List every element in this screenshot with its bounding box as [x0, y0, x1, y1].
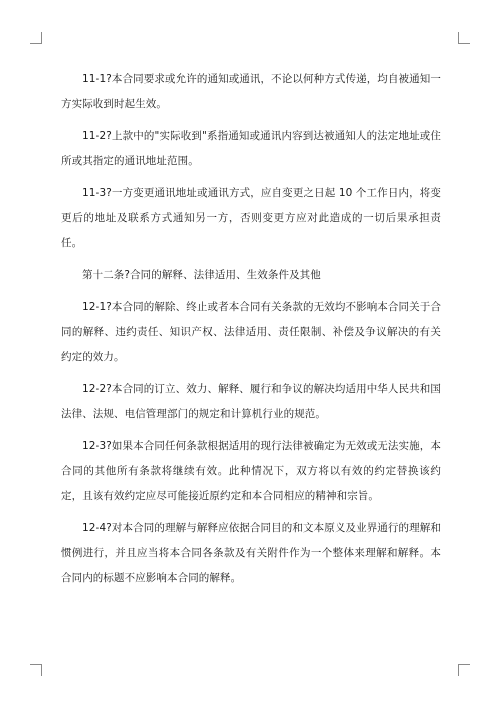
corner-mark-top-left: [30, 32, 42, 44]
corner-mark-bottom-left: [30, 664, 42, 676]
clause-11-2: 11-2?上款中的"实际收到"系指通知或通讯内容到达被通知人的法定地址或住所或其指定的通讯地址范围。: [61, 130, 441, 167]
clause-12-1: 12-1?本合同的解除、终止或者本合同有关条款的无效均不影响本合同关于合同的解释、违约责任、知识产权、法律适用、责任限制、补偿及争议解决的有关约定的效力。: [61, 301, 441, 363]
document-body: [61, 67, 441, 598]
clause-11-3: 11-3?一方变更通讯地址或通讯方式，应自变更之日起 10 个工作日内，将变更后的地址及联系方式通知另一方，否则变更方应对此造成的一切后果承担责任。: [61, 187, 441, 249]
article-12-heading: 第十二条?合同的解释、法律适用、生效条件及其他: [82, 269, 321, 281]
clause-12-3: 12-3?如果本合同任何条款根据适用的现行法律被确定为无效或无法实施，本合同的其他所有条款将继续有效。此种情况下，双方将以有效的约定替换该约定，且该有效约定应尽可能接近原约定和本合同相应的精神和宗旨。: [61, 440, 441, 502]
corner-mark-bottom-right: [458, 664, 470, 676]
clause-12-4: 12-4?对本合同的理解与解释应依据合同目的和文本原义及业界通行的理解和惯例进行，并且应当将本合同各条款及有关附件作为一个整体来理解和解释。本合同内的标题不应影响本合同的解释。: [61, 522, 441, 584]
clause-12-2: 12-2?本合同的订立、效力、解释、履行和争议的解决均适用中华人民共和国法律、法规、电信管理部门的规定和计算机行业的规范。: [61, 383, 441, 420]
clause-11-1: 11-1?本合同要求或允许的通知或通讯，不论以何种方式传递，均自被通知一方实际收到时起生效。: [61, 73, 441, 110]
corner-mark-top-right: [458, 32, 470, 44]
